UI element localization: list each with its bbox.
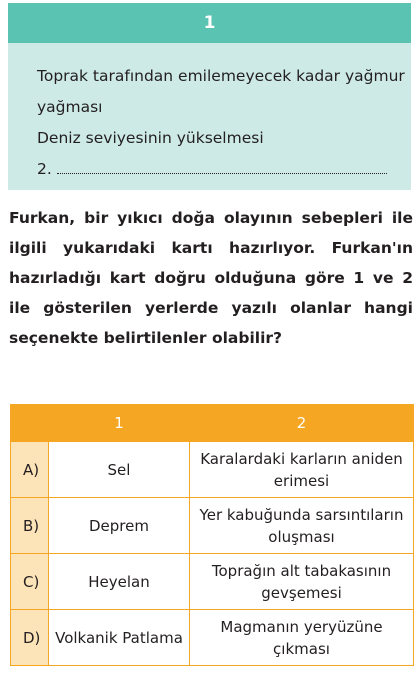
header-col-2: 2 xyxy=(190,405,414,442)
option-letter: C) xyxy=(11,554,49,610)
option-col-2: Yer kabuğunda sarsıntıların oluşması xyxy=(190,498,414,554)
card-line-1: Toprak tarafından emilemeyecek kadar yağmur xyxy=(37,67,405,85)
dotted-blank xyxy=(57,157,387,174)
card-line-2: yağması xyxy=(37,98,103,116)
option-row-c[interactable] xyxy=(11,554,414,610)
card-line-3: Deniz seviyesinin yükselmesi xyxy=(37,129,264,147)
option-row-d[interactable] xyxy=(11,610,414,666)
card-header xyxy=(8,3,411,43)
option-col-1: Sel xyxy=(49,442,190,498)
option-col-1: Heyelan xyxy=(49,554,190,610)
option-col-1: Deprem xyxy=(49,498,190,554)
option-row-a[interactable] xyxy=(11,442,414,498)
option-col-2: Magmanın yeryüzüne çıkması xyxy=(190,610,414,666)
option-letter: D) xyxy=(11,610,49,666)
card-number: 1 xyxy=(203,13,216,33)
options-table xyxy=(10,404,414,666)
info-card xyxy=(8,3,411,190)
card-blank-line xyxy=(37,154,411,185)
option-col-2: Toprağın alt tabakasının gevşemesi xyxy=(190,554,414,610)
option-col-2: Karalardaki karların aniden erimesi xyxy=(190,442,414,498)
question-text: Furkan, bir yıkıcı doğa olayının sebepleri ile ilgili yukarıdaki kartı hazırlıyor. Furkan'ın hazırladığı kart doğru olduğuna göre 1 ve 2 ile gösterilen yerlerde yazılı olanlar hangi seçenekte belirtilenler olabilir? xyxy=(9,209,413,347)
header-blank xyxy=(11,405,49,442)
option-col-1: Volkanik Patlama xyxy=(49,610,190,666)
option-letter: A) xyxy=(11,442,49,498)
option-row-b[interactable] xyxy=(11,498,414,554)
card-body xyxy=(8,43,411,185)
header-col-1: 1 xyxy=(49,405,190,442)
blank-label: 2. xyxy=(37,160,52,178)
table-header-row xyxy=(11,405,414,442)
option-letter: B) xyxy=(11,498,49,554)
